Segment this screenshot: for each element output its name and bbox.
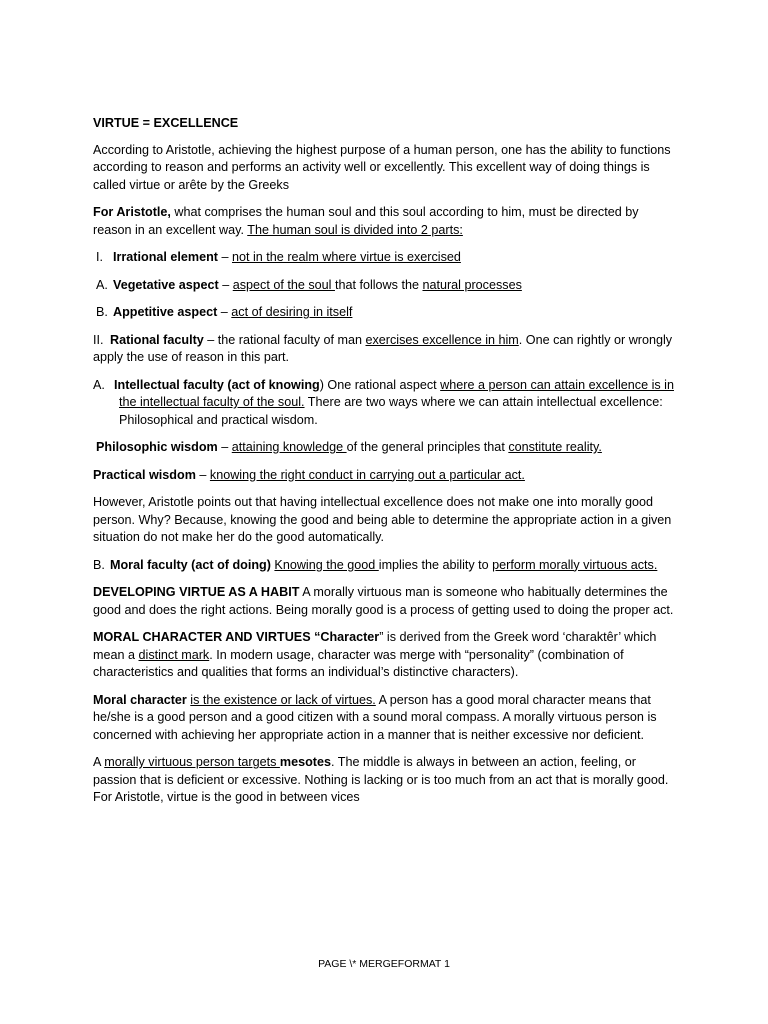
appetitive-aspect-item: B. Appetitive aspect – act of desiring in itself	[96, 305, 353, 319]
moral-character-definition: Moral character is the existence or lack of virtues. A person has a good moral character means that he/she is a good person and a good citizen with a sound moral compass. A morally virtuous person is concerned with achieving her appropriate action in a manner that is neither excessive nor deficient.	[93, 692, 657, 742]
vegetative-aspect-item: A. Vegetative aspect – aspect of the soul that follows the natural processes	[96, 277, 522, 292]
page-footer: PAGE \* MERGEFORMAT 1	[318, 958, 450, 970]
intellectual-faculty-item: A. Intellectual faculty (act of knowing) One rational aspect where a person can attain excellence is in the intellectual faculty of the soul. There are two ways where we can attain intellectual excellence: Philosophical and practical wisdom.	[93, 377, 674, 427]
practical-wisdom-item: Practical wisdom – knowing the right conduct in carrying out a particular act.	[93, 467, 525, 482]
rational-faculty-item: II. Rational faculty – the rational faculty of man exercises excellence in him. One can rightly or wrongly apply the use of reason in this part.	[93, 332, 673, 364]
however-paragraph: However, Aristotle points out that having intellectual excellence does not make one into morally good person. Why? Because, knowing the good and being able to determine the appropriate action in a given situation do not make her do the good automatically.	[93, 495, 672, 544]
irrational-element-item: I. Irrational element – not in the realm where virtue is exercised	[96, 250, 461, 264]
philosophic-wisdom-item: Philosophic wisdom – attaining knowledge of the general principles that constitute reality.	[96, 440, 602, 454]
moral-faculty-item: B. Moral faculty (act of doing) Knowing the good implies the ability to perform morally virtuous acts.	[93, 557, 658, 572]
aristotle-paragraph: For Aristotle, what comprises the human soul and this soul according to him, must be directed by reason in an excellent way. The human soul is divided into 2 parts:	[93, 205, 639, 237]
moral-character-paragraph: MORAL CHARACTER AND VIRTUES “Character” is derived from the Greek word ‘charaktêr’ which mean a distinct mark. In modern usage, character was merge with “personality” (combination of characteristics and qualities that forms an individual’s distinctive characters).	[93, 630, 657, 679]
intro-paragraph: According to Aristotle, achieving the highest purpose of a human person, one has the ability to functions according to reason and performs an activity well or excellently. This excellent way of doing things is called virtue or arête by the Greeks	[93, 142, 671, 192]
document-body	[93, 115, 675, 817]
mesotes-paragraph: A morally virtuous person targets mesotes. The middle is always in between an action, feeling, or passion that is deficient or excessive. Nothing is lacking or is too much from an act that is morally good. For Aristotle, virtue is the good in between vices	[93, 755, 669, 804]
section-heading: VIRTUE = EXCELLENCE	[93, 116, 239, 130]
developing-virtue-paragraph: DEVELOPING VIRTUE AS A HABIT A morally virtuous man is someone who habitually determines the good and does the right actions. Being morally good is a process of getting used to doing the proper act.	[93, 585, 674, 617]
